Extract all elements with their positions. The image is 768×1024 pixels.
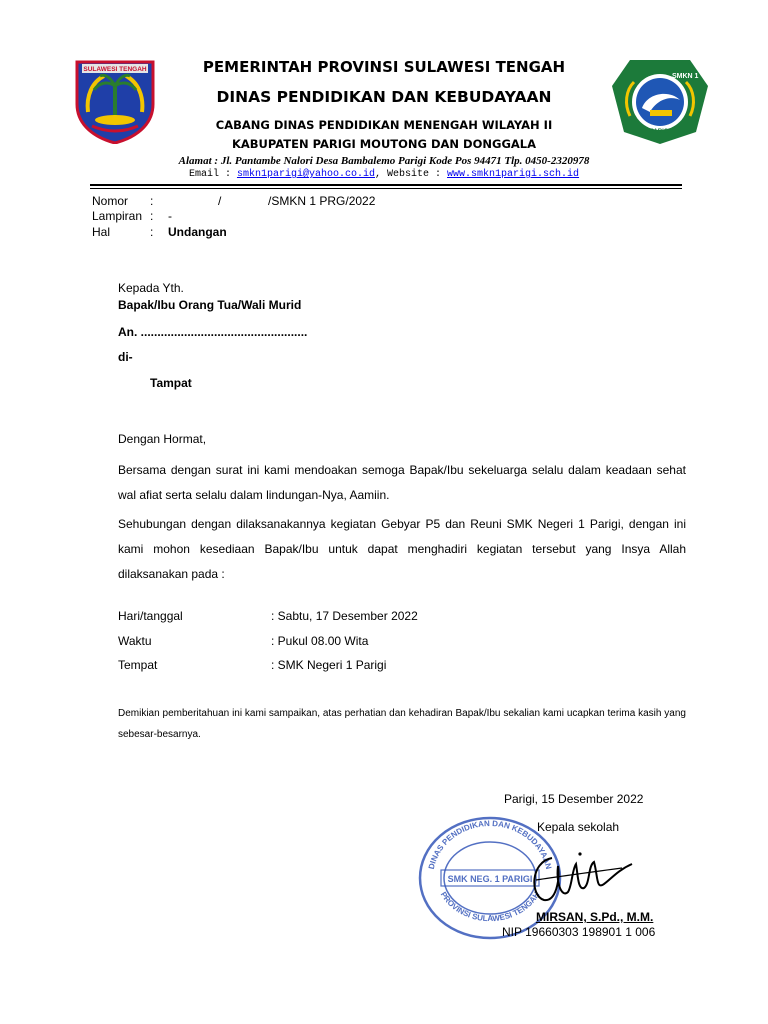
recipient-kepada: Kepada Yth. bbox=[118, 281, 184, 295]
hal-value: Undangan bbox=[168, 225, 227, 239]
paragraph-1: Bersama dengan surat ini kami mendoakan semoga Bapak/Ibu sekeluarga selalu dalam keadaan sehat wal afiat serta selalu dalam lindungan-Nya, Aamiin. bbox=[118, 463, 686, 502]
greeting: Dengan Hormat, bbox=[118, 432, 207, 446]
signatory-name: MIRSAN, S.Pd., M.M. bbox=[536, 910, 654, 924]
stamp-ring-bottom: PROVINSI SULAWESI TENGAH bbox=[438, 890, 542, 924]
handwritten-signature bbox=[522, 840, 642, 920]
logo-top-text: SMKN 1 bbox=[672, 73, 699, 80]
signatory-nip: NIP 19660303 198901 1 006 bbox=[502, 925, 656, 939]
event-hari-label: Hari/tanggal bbox=[118, 609, 183, 623]
event-hari-value: : Sabtu, 17 Desember 2022 bbox=[271, 609, 418, 623]
event-waktu-label: Waktu bbox=[118, 634, 152, 648]
email-link[interactable]: smkn1parigi@yahoo.co.id bbox=[236, 169, 375, 180]
letterhead-line-2: DINAS PENDIDIKAN DAN KEBUDAYAAN bbox=[216, 88, 552, 106]
event-tempat-label: Tempat bbox=[118, 658, 158, 672]
hal-colon: : bbox=[150, 225, 154, 239]
event-waktu-value: : Pukul 08.00 Wita bbox=[271, 634, 369, 648]
lampiran-colon: : bbox=[150, 209, 154, 223]
place-date: Parigi, 15 Desember 2022 bbox=[504, 792, 644, 806]
letterhead-contact bbox=[0, 169, 768, 180]
logo-caption: SULAWESI TENGAH bbox=[83, 66, 147, 73]
event-tempat-value: : SMK Negeri 1 Parigi bbox=[271, 658, 387, 672]
website-label: , Website : bbox=[375, 169, 448, 180]
recipient-di: di- bbox=[118, 350, 133, 364]
recipient-an: An. .................................................. bbox=[118, 325, 308, 339]
hal-label: Hal bbox=[92, 225, 111, 239]
closing-paragraph: Demikian pemberitahuan ini kami sampaikan, atas perhatian dan kehadiran Bapak/Ibu sekalian kami ucapkan terima kasih yang sebesar-besarnya. bbox=[118, 708, 686, 740]
letterhead-line-1: PEMERINTAH PROVINSI SULAWESI TENGAH bbox=[202, 58, 566, 76]
signature-title: Kepala sekolah bbox=[537, 820, 620, 834]
nomor-value: / /SMKN 1 PRG/2022 bbox=[218, 194, 376, 208]
recipient-name: Bapak/Ibu Orang Tua/Wali Murid bbox=[118, 298, 302, 312]
website-link[interactable]: www.smkn1parigi.sch.id bbox=[447, 169, 580, 180]
paragraph-2: Sehubungan dengan dilaksanakannya kegiatan Gebyar P5 dan Reuni SMK Negeri 1 Parigi, dengan ini kami mohon kesediaan Bapak/Ibu untuk dapat menghadiri kegiatan tersebut yang Insya Allah dilaksanakan pada : bbox=[118, 517, 686, 581]
letterhead-address: Alamat : Jl. Pantambe Nalori Desa Bambalemo Parigi Kode Pos 94471 Tlp. 0450-2320978 bbox=[178, 155, 590, 167]
recipient-tempat: Tampat bbox=[150, 376, 192, 390]
letterhead-divider-thin bbox=[90, 188, 682, 189]
stamp-center-text: SMK NEG. 1 PARIGI bbox=[447, 874, 533, 884]
letterhead-divider-thick bbox=[90, 184, 682, 186]
lampiran-value: - bbox=[168, 209, 172, 223]
lampiran-label: Lampiran bbox=[92, 209, 143, 223]
letterhead-line-4: KABUPATEN PARIGI MOUTONG DAN DONGGALA bbox=[231, 137, 537, 151]
nomor-colon: : bbox=[150, 194, 154, 208]
logo-bottom-text: PARIGI bbox=[649, 129, 671, 135]
nomor-label: Nomor bbox=[92, 194, 129, 208]
email-label: Email : bbox=[188, 169, 237, 180]
stamp-ring-top: DINAS PENDIDIKAN DAN KEBUDAYAAN bbox=[426, 818, 554, 871]
letterhead-line-3: CABANG DINAS PENDIDIKAN MENENGAH WILAYAH II bbox=[215, 118, 553, 132]
